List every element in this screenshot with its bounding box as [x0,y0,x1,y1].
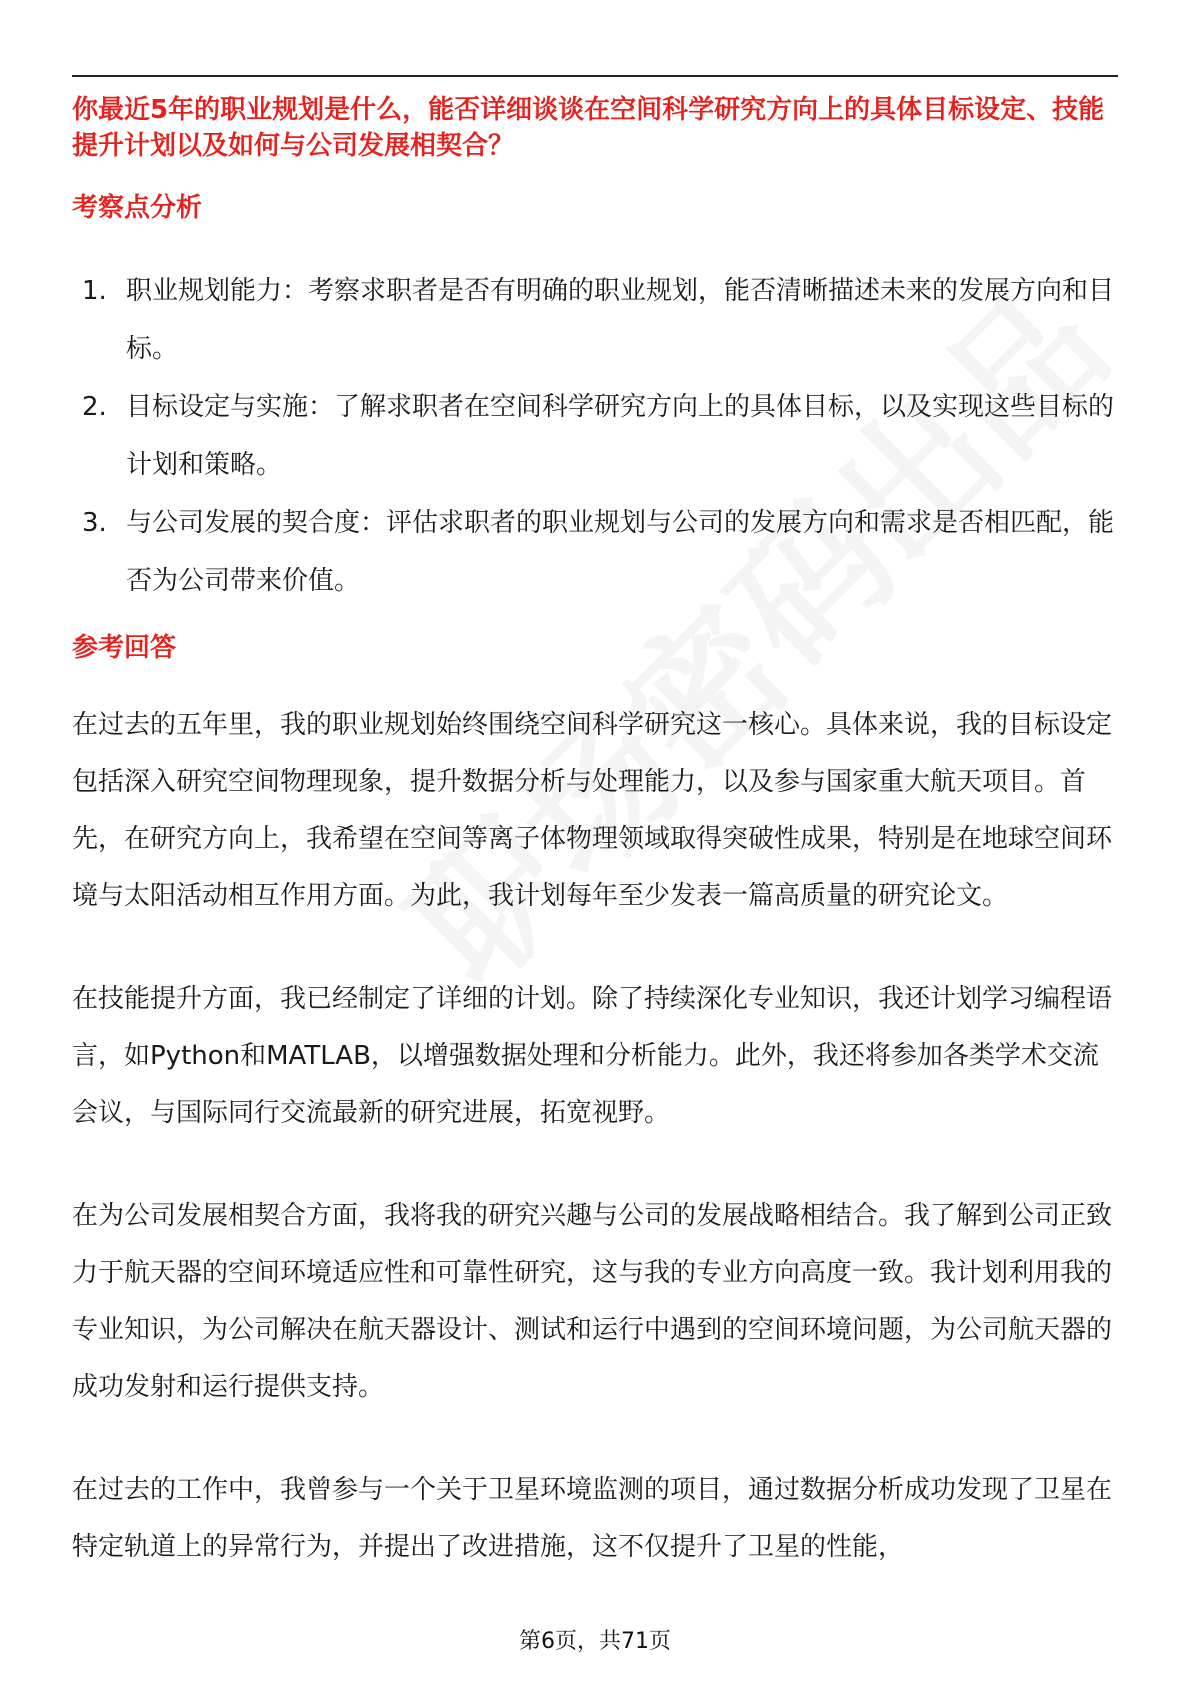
analysis-point [82,262,1122,378]
page-number-footer: 第6页，共71页 [519,1629,671,1654]
answer-paragraph: 在技能提升方面，我已经制定了详细的计划。除了持续深化专业知识，我还计划学习编程语言，如Python和MATLAB，以增强数据处理和分析能力。此外，我还将参加各类学术交流会议，与国际同行交流最新的研究进展，拓宽视野。 [72,984,1113,1128]
point-number: 2. [82,392,107,422]
analysis-point [82,494,1122,610]
header-rule [72,75,1118,77]
answer-paragraph: 在过去的工作中，我曾参与一个关于卫星环境监测的项目，通过数据分析成功发现了卫星在特定轨道上的异常行为，并提出了改进措施，这不仅提升了卫星的性能， [72,1475,1113,1562]
answer-paragraph: 在过去的五年里，我的职业规划始终围绕空间科学研究这一核心。具体来说，我的目标设定包括深入研究空间物理现象，提升数据分析与处理能力，以及参与国家重大航天项目。首先，在研究方向上，我希望在空间等离子体物理领域取得突破性成果，特别是在地球空间环境与太阳活动相互作用方面。为此，我计划每年至少发表一篇高质量的研究论文。 [72,710,1113,911]
analysis-point [82,378,1122,494]
point-text: 与公司发展的契合度：评估求职者的职业规划与公司的发展方向和需求是否相匹配，能否为公司带来价值。 [126,508,1115,596]
point-text: 目标设定与实施：了解求职者在空间科学研究方向上的具体目标，以及实现这些目标的计划和策略。 [126,392,1115,480]
analysis-heading: 考察点分析 [72,193,203,223]
interview-question: 你最近5年的职业规划是什么，能否详细谈谈在空间科学研究方向上的具体目标设定、技能提升计划以及如何与公司发展相契合？ [72,95,1105,161]
answer-body [72,697,1122,1622]
point-number: 3. [82,508,107,538]
point-number: 1. [82,276,107,306]
analysis-point-list [82,262,1122,610]
answer-heading: 参考回答 [72,633,177,663]
point-text: 职业规划能力：考察求职者是否有明确的职业规划，能否清晰描述未来的发展方向和目标。 [126,276,1115,364]
answer-paragraph: 在为公司发展相契合方面，我将我的研究兴趣与公司的发展战略相结合。我了解到公司正致力于航天器的空间环境适应性和可靠性研究，这与我的专业方向高度一致。我计划利用我的专业知识，为公司解决在航天器设计、测试和运行中遇到的空间环境问题，为公司航天器的成功发射和运行提供支持。 [72,1201,1113,1402]
